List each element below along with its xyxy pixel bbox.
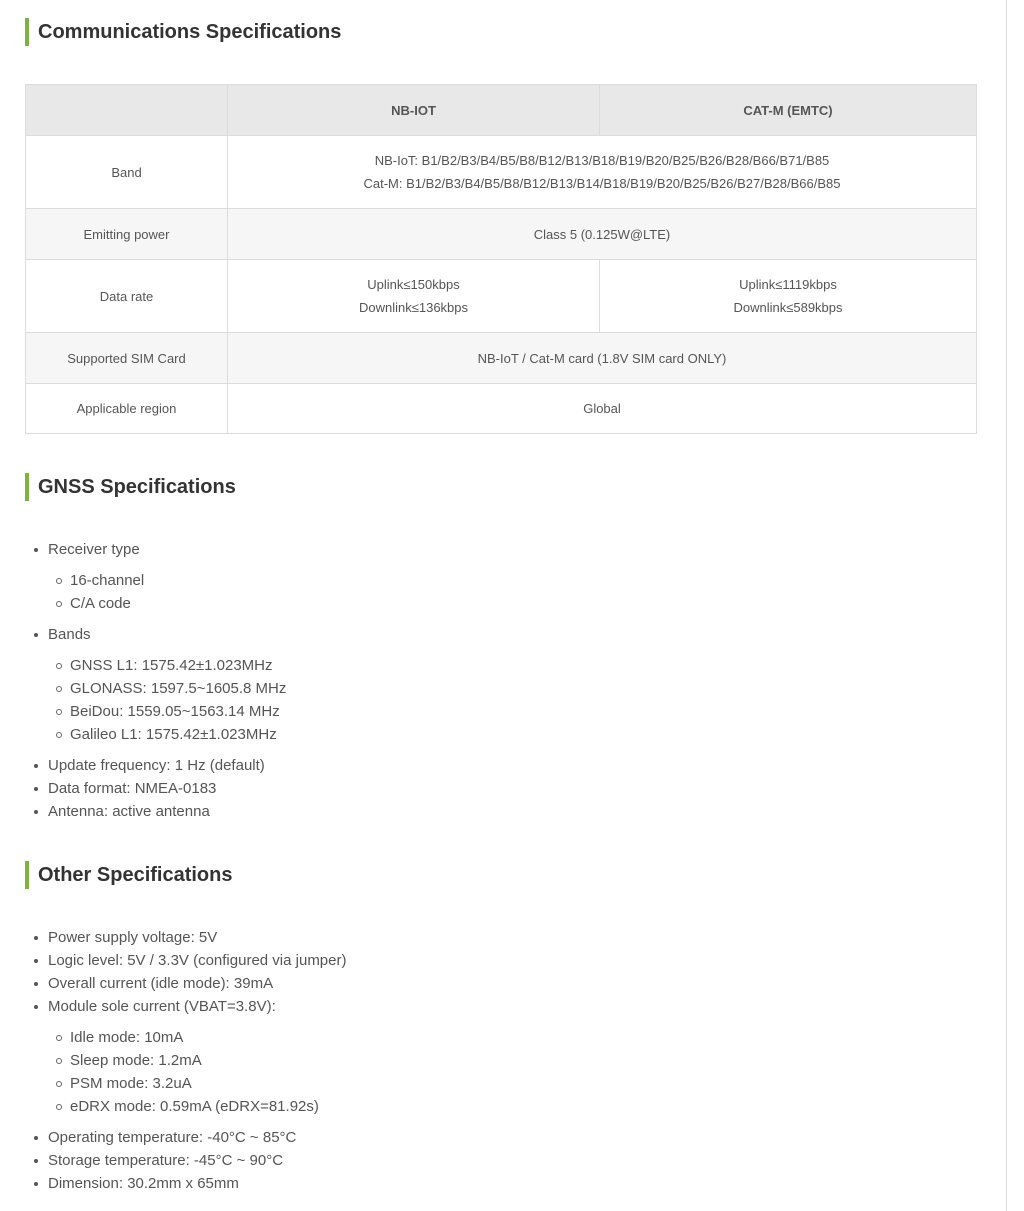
list-item: Overall current (idle mode): 39mA — [48, 972, 346, 995]
header-catm: CAT-M (EMTC) — [600, 85, 977, 136]
list-subitem: GLONASS: 1597.5~1605.8 MHz — [48, 677, 286, 700]
list-subitem: Sleep mode: 1.2mA — [48, 1049, 346, 1072]
table-row-region — [26, 384, 977, 434]
region-label: Applicable region — [26, 384, 228, 434]
comm-section-title: Communications Specifications — [25, 18, 341, 46]
list-item: Power supply voltage: 5V — [48, 926, 346, 949]
band-label: Band — [26, 136, 228, 209]
list-item: Data format: NMEA-0183 — [48, 777, 286, 800]
rate-label: Data rate — [26, 260, 228, 333]
sim-label: Supported SIM Card — [26, 333, 228, 384]
list-subitem: eDRX mode: 0.59mA (eDRX=81.92s) — [48, 1095, 346, 1118]
list-subitem: Galileo L1: 1575.42±1.023MHz — [48, 723, 286, 746]
power-value: Class 5 (0.125W@LTE) — [228, 209, 977, 260]
table-header-row — [26, 85, 977, 136]
power-label: Emitting power — [26, 209, 228, 260]
comm-spec-table — [25, 84, 977, 434]
list-item: Operating temperature: -40°C ~ 85°C — [48, 1126, 346, 1149]
table-row-sim — [26, 333, 977, 384]
list-item: Module sole current (VBAT=3.8V): — [48, 995, 346, 1018]
list-item: Storage temperature: -45°C ~ 90°C — [48, 1149, 346, 1172]
rate-catm-down: Downlink≤589kbps — [733, 300, 843, 315]
band-nbiot-text: NB-IoT: B1/B2/B3/B4/B5/B8/B12/B13/B18/B19/B20/B25/B26/B28/B66/B71/B85 — [374, 153, 830, 168]
sim-value: NB-IoT / Cat-M card (1.8V SIM card ONLY) — [228, 333, 977, 384]
list-item: Receiver type — [48, 538, 286, 561]
gnss-spec-list — [48, 538, 286, 823]
rate-nbiot-up: Uplink≤150kbps — [367, 277, 460, 292]
region-value: Global — [228, 384, 977, 434]
page-divider — [1006, 0, 1007, 1211]
gnss-section-title: GNSS Specifications — [25, 473, 236, 501]
rate-catm — [600, 260, 977, 333]
other-spec-list — [48, 926, 346, 1195]
header-nbiot: NB-IOT — [228, 85, 600, 136]
table-row-power — [26, 209, 977, 260]
list-item: Dimension: 30.2mm x 65mm — [48, 1172, 346, 1195]
rate-catm-up: Uplink≤1119kbps — [739, 277, 837, 292]
rate-nbiot — [228, 260, 600, 333]
list-subitem: PSM mode: 3.2uA — [48, 1072, 346, 1095]
list-item: Bands — [48, 623, 286, 646]
list-subitem: BeiDou: 1559.05~1563.14 MHz — [48, 700, 286, 723]
other-section-title: Other Specifications — [25, 861, 233, 889]
band-value — [228, 136, 977, 209]
list-item: Update frequency: 1 Hz (default) — [48, 754, 286, 777]
list-subitem: GNSS L1: 1575.42±1.023MHz — [48, 654, 286, 677]
band-catm-text: Cat-M: B1/B2/B3/B4/B5/B8/B12/B13/B14/B18/B19/B20/B25/B26/B27/B28/B66/B85 — [363, 176, 841, 191]
list-subitem: C/A code — [48, 592, 286, 615]
table-row-band — [26, 136, 977, 209]
list-item: Antenna: active antenna — [48, 800, 286, 823]
rate-nbiot-down: Downlink≤136kbps — [358, 300, 469, 315]
list-item: Logic level: 5V / 3.3V (configured via jumper) — [48, 949, 346, 972]
header-empty-cell — [26, 85, 228, 136]
table-row-data-rate — [26, 260, 977, 333]
list-subitem: Idle mode: 10mA — [48, 1026, 346, 1049]
list-subitem: 16-channel — [48, 569, 286, 592]
